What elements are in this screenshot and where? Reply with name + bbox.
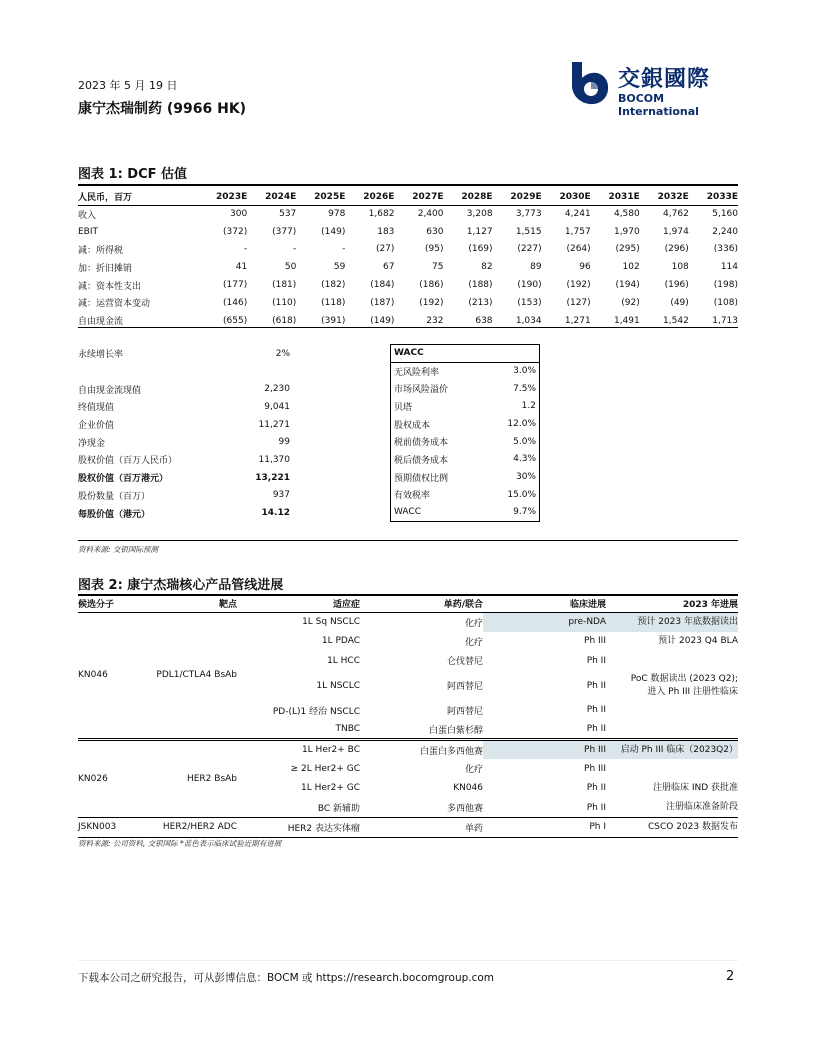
- dcf-header-year: 2029E: [493, 189, 542, 205]
- pipeline-phase: Ph II: [586, 724, 606, 734]
- bocom-logo: [568, 60, 740, 118]
- logo-text-cn: 交銀國際: [618, 67, 711, 92]
- wacc-label: 无风险利率: [394, 367, 440, 378]
- valuation-label: 终值现值: [78, 403, 115, 414]
- dcf-cell: (27): [375, 244, 395, 255]
- pipeline-indication: 1L PDAC: [321, 636, 360, 647]
- valuation-row: [78, 363, 290, 381]
- page-number: 2: [726, 969, 735, 984]
- wacc-label: 市场风险溢价: [394, 385, 449, 396]
- pipeline-indication: PD-(L)1 经治 NSCLC: [272, 706, 360, 717]
- pipeline-body: [78, 612, 738, 837]
- dcf-row: [78, 205, 738, 223]
- dcf-cell: (188): [468, 280, 493, 291]
- dcf-cell: (177): [223, 280, 248, 291]
- dcf-cell: (213): [468, 297, 493, 308]
- dcf-cell: 300: [230, 209, 248, 220]
- dcf-cell: (149): [321, 226, 346, 237]
- pipeline-progress: 预计 2023 年底数据读出: [606, 612, 738, 632]
- dcf-row-label: 加：折旧摊销: [78, 263, 133, 274]
- dcf-header-year: 2026E: [345, 189, 394, 205]
- pipeline-header-indication: 适应症: [237, 595, 360, 612]
- dcf-cell: (227): [517, 244, 542, 255]
- dcf-cell: 1,515: [515, 226, 542, 237]
- wacc-value: 7.5%: [513, 383, 536, 394]
- wacc-row: [391, 468, 540, 486]
- pipeline-header-row: [78, 595, 738, 612]
- dcf-cell: (153): [517, 297, 542, 308]
- dcf-cell: 82: [481, 262, 493, 273]
- valuation-value: 937: [272, 490, 290, 501]
- dcf-row: [78, 276, 738, 294]
- wacc-value: 12.0%: [507, 419, 536, 430]
- wacc-row: [391, 398, 540, 416]
- dcf-cell: (181): [272, 280, 297, 291]
- dcf-header-year: 2033E: [689, 189, 738, 205]
- dcf-cell: (187): [370, 297, 395, 308]
- dcf-cell: 41: [235, 262, 248, 273]
- dcf-row-label: 减：资本性支出: [78, 281, 142, 292]
- dcf-header-year: 2031E: [591, 189, 640, 205]
- wacc-value: 4.3%: [513, 454, 536, 465]
- dcf-cell: (182): [321, 280, 346, 291]
- pipeline-indication: 1L NSCLC: [316, 680, 360, 691]
- dcf-header-row: [78, 189, 738, 205]
- wacc-row: [391, 415, 540, 433]
- dcf-cell: (618): [272, 315, 297, 326]
- wacc-row: [391, 362, 540, 380]
- pipeline-combo: 化疗: [464, 637, 483, 648]
- valuation-value: 11,271: [258, 419, 290, 430]
- dcf-cell: (198): [713, 280, 738, 291]
- dcf-cell: 4,580: [613, 209, 640, 220]
- pipeline-progress: [606, 720, 738, 740]
- dcf-cell: (190): [517, 280, 542, 291]
- dcf-cell: (377): [272, 226, 297, 237]
- dcf-cell: 50: [284, 262, 297, 273]
- pipeline-target: HER2 BsAb: [153, 740, 237, 818]
- dcf-cell: 978: [328, 209, 346, 220]
- dcf-cell: 1,542: [663, 315, 689, 326]
- dcf-cell: 67: [382, 262, 395, 273]
- pipeline-indication: 1L Sq NSCLC: [302, 617, 360, 627]
- wacc-row: [391, 504, 540, 522]
- pipeline-progress: 注册临床准备阶段: [665, 802, 738, 813]
- dcf-row: [78, 258, 738, 276]
- pipeline-row: [78, 740, 738, 760]
- valuation-value: 11,370: [258, 454, 290, 465]
- dcf-cell: 537: [279, 209, 297, 220]
- pipeline-phase: Ph III: [483, 740, 606, 760]
- valuation-label: 净现金: [78, 438, 106, 449]
- dcf-cell: (186): [419, 280, 444, 291]
- dcf-cell: (146): [223, 297, 248, 308]
- pipeline-phase: Ph II: [586, 705, 606, 716]
- wacc-label: 税后债务成本: [394, 455, 449, 466]
- dcf-cell: 89: [530, 262, 542, 273]
- dcf-row: [78, 241, 738, 259]
- dcf-cell: (391): [321, 315, 346, 326]
- pipeline-molecule: JSKN003: [78, 818, 153, 838]
- dcf-cell: (194): [615, 280, 640, 291]
- pipeline-header-target: 靶点: [153, 595, 237, 612]
- wacc-value: 9.7%: [513, 507, 536, 518]
- valuation-value: 14.12: [261, 508, 290, 519]
- pipeline-indication: BC 新辅助: [317, 804, 360, 814]
- dcf-cell: 4,762: [663, 209, 689, 220]
- dcf-cell: (196): [664, 280, 689, 291]
- pipeline-indication: TNBC: [335, 724, 360, 734]
- wacc-table: [390, 344, 540, 522]
- dcf-cell: 2,240: [712, 226, 738, 237]
- dcf-row-label: 减：运营资本变动: [78, 299, 151, 310]
- valuation-value: 9,041: [264, 401, 290, 412]
- pipeline-progress: 注册临床 IND 获批准: [652, 782, 738, 793]
- dcf-row-label: 减：所得税: [78, 245, 124, 256]
- logo-text-en: BOCOM International: [618, 92, 699, 118]
- wacc-label: 税前债务成本: [394, 438, 449, 449]
- valuation-table: [78, 345, 290, 522]
- valuation-label: 股权价值（百万人民币）: [78, 456, 178, 467]
- valuation-label: 股权价值（百万港元）: [78, 474, 169, 485]
- dcf-cell: (192): [419, 297, 444, 308]
- dcf-cell: 4,241: [564, 209, 591, 220]
- dcf-cell: -: [342, 244, 346, 255]
- dcf-cell: (49): [670, 297, 689, 308]
- pipeline-molecule: KN026: [78, 740, 153, 818]
- valuation-value: 2,230: [264, 384, 290, 395]
- dcf-cell: 5,160: [712, 209, 738, 220]
- dcf-cell: (264): [566, 244, 591, 255]
- pipeline-indication: ≥ 2L Her2+ GC: [290, 763, 360, 774]
- wacc-value: 5.0%: [513, 436, 536, 447]
- wacc-row: [391, 486, 540, 504]
- dcf-cell: (169): [468, 244, 493, 255]
- valuation-label: 永续增长率: [78, 350, 124, 361]
- pipeline-progress: CSCO 2023 数据发布: [606, 818, 738, 838]
- figure2-title: 图表 2: 康宁杰瑞核心产品管线进展: [78, 578, 284, 593]
- dcf-cell: 114: [720, 262, 738, 273]
- figure1-bottom-rule: [78, 540, 738, 541]
- pipeline-combo: 化疗: [464, 765, 483, 776]
- dcf-cell: 96: [579, 262, 591, 273]
- dcf-cell: (296): [664, 244, 689, 255]
- dcf-cell: 1,034: [515, 315, 542, 326]
- wacc-header-row: [391, 345, 540, 363]
- pipeline-phase: pre-NDA: [483, 612, 606, 632]
- dcf-cell: 102: [622, 262, 640, 273]
- dcf-cell: 108: [671, 262, 689, 273]
- valuation-value: 13,221: [255, 472, 290, 483]
- pipeline-header-combo: 单药/联合: [360, 595, 483, 612]
- pipeline-combo: KN046: [453, 783, 483, 794]
- pipeline-combo: 阿西替尼: [446, 682, 483, 692]
- pipeline-indication: 1L HCC: [327, 655, 360, 666]
- pipeline-table: [78, 595, 738, 838]
- wacc-row: [391, 433, 540, 451]
- pipeline-target: PDL1/CTLA4 BsAb: [156, 670, 237, 681]
- pipeline-molecule: KN046: [78, 670, 108, 681]
- dcf-header-year: 2023E: [198, 189, 247, 205]
- valuation-label: 每股价值（港元）: [78, 509, 151, 520]
- pipeline-indication: HER2 表达实体瘤: [237, 818, 360, 838]
- wacc-label: 预期债权比例: [394, 473, 449, 484]
- pipeline-combo: 化疗: [464, 618, 483, 629]
- pipeline-phase: Ph I: [483, 818, 606, 838]
- dcf-cell: (184): [370, 280, 395, 291]
- dcf-cell: (655): [223, 315, 248, 326]
- valuation-row: [78, 469, 290, 487]
- pipeline-combo: 阿西替尼: [446, 706, 483, 717]
- pipeline-progress: [606, 651, 738, 671]
- pipeline-progress: 预计 2023 Q4 BLA: [658, 635, 738, 646]
- pipeline-progress: [606, 701, 738, 721]
- dcf-header-year: 2027E: [394, 189, 443, 205]
- valuation-label: 企业价值: [78, 421, 115, 432]
- dcf-row: [78, 223, 738, 241]
- dcf-header-unit: 人民币，百万: [78, 189, 198, 205]
- valuation-row: [78, 504, 290, 522]
- valuation-value: 99: [278, 437, 290, 448]
- bocom-logo-icon: [568, 60, 610, 106]
- valuation-label: [78, 363, 235, 381]
- pipeline-phase: Ph II: [586, 802, 606, 813]
- pipeline-phase: Ph II: [586, 655, 606, 666]
- dcf-cell: (92): [621, 297, 640, 308]
- pipeline-phase: Ph III: [584, 636, 606, 647]
- pipeline-indication: 1L Her2+ GC: [301, 783, 360, 794]
- valuation-row: [78, 416, 290, 434]
- dcf-cell: 1,491: [613, 315, 640, 326]
- wacc-row: [391, 451, 540, 469]
- dcf-cell: 2,400: [417, 209, 444, 220]
- dcf-cell: (192): [566, 280, 591, 291]
- dcf-body: [78, 205, 738, 330]
- dcf-header-year: 2024E: [247, 189, 296, 205]
- pipeline-combo: 白蛋白多西他赛: [360, 740, 483, 760]
- pipeline-combo: 多西他赛: [446, 804, 483, 814]
- footer-rule: [78, 960, 738, 961]
- figure2-source: 资料来源: 公司资料, 交银国际 *蓝色表示临床试验近期有进展: [78, 839, 282, 848]
- pipeline-phase: Ph II: [586, 783, 606, 794]
- wacc-label: 贝塔: [394, 402, 413, 413]
- valuation-row: [78, 380, 290, 398]
- dcf-cell: 75: [432, 262, 444, 273]
- dcf-cell: -: [293, 244, 297, 255]
- dcf-cell: -: [243, 244, 248, 255]
- wacc-value: 1.2: [521, 401, 536, 412]
- dcf-cell: 1,682: [368, 209, 395, 220]
- wacc-title: WACC: [391, 345, 540, 363]
- wacc-value: 15.0%: [507, 489, 536, 500]
- report-title: 康宁杰瑞制药 (9966 HK): [78, 101, 247, 117]
- valuation-label: 股份数量（百万）: [78, 491, 151, 502]
- dcf-cell: (149): [370, 315, 395, 326]
- pipeline-combo: 仑伐替尼: [446, 657, 483, 668]
- valuation-row: [78, 433, 290, 451]
- figure1-mid-rule: [78, 327, 738, 328]
- dcf-cell: (336): [713, 244, 738, 255]
- pipeline-combo: 单药: [360, 818, 483, 838]
- wacc-value: 3.0%: [513, 366, 536, 377]
- pipeline-progress: [606, 759, 738, 779]
- dcf-header-year: 2032E: [640, 189, 689, 205]
- pipeline-indication: 1L Her2+ BC: [237, 740, 360, 760]
- dcf-cell: 1,757: [564, 226, 591, 237]
- dcf-row-label: 收入: [78, 210, 97, 221]
- figure1-top-rule: [78, 184, 738, 186]
- figure1-source: 资料来源: 交银国际预测: [78, 545, 158, 554]
- pipeline-header-molecule: 候选分子: [78, 595, 153, 612]
- pipeline-row: [78, 612, 738, 632]
- dcf-header-year: 2025E: [296, 189, 345, 205]
- valuation-row: [78, 451, 290, 469]
- dcf-header-year: 2030E: [542, 189, 591, 205]
- dcf-cell: 1,970: [613, 226, 640, 237]
- dcf-cell: 59: [333, 262, 346, 273]
- dcf-row-label: EBIT: [78, 226, 99, 237]
- wacc-label: WACC: [394, 507, 421, 518]
- pipeline-header-phase: 临床进展: [483, 595, 606, 612]
- valuation-body: [78, 345, 290, 522]
- dcf-cell: 1,974: [663, 226, 689, 237]
- wacc-row: [391, 380, 540, 398]
- pipeline-progress: PoC 数据读出 (2023 Q2); 进入 Ph III 注册性临床: [630, 673, 738, 697]
- wacc-label: 有效税率: [394, 491, 431, 502]
- dcf-cell: 1,127: [466, 226, 493, 237]
- dcf-cell: (372): [223, 226, 248, 237]
- valuation-value: [235, 363, 290, 381]
- pipeline-target: HER2/HER2 ADC: [153, 818, 237, 838]
- dcf-table: [78, 189, 738, 330]
- dcf-row: [78, 294, 738, 312]
- valuation-row: [78, 345, 290, 363]
- dcf-cell: (95): [425, 244, 444, 255]
- dcf-row-label: 自由现金流: [78, 317, 124, 328]
- valuation-label: 自由现金流现值: [78, 385, 142, 396]
- report-date: 2023 年 5 月 19 日: [78, 79, 178, 92]
- dcf-cell: (108): [713, 297, 738, 308]
- valuation-row: [78, 487, 290, 505]
- wacc-value: 30%: [515, 472, 536, 483]
- wacc-label: 股权成本: [394, 420, 431, 431]
- dcf-cell: (110): [272, 297, 297, 308]
- dcf-cell: 1,713: [712, 315, 738, 326]
- pipeline-phase: Ph II: [586, 680, 606, 691]
- figure1-title: 图表 1: DCF 估值: [78, 167, 188, 182]
- dcf-cell: 3,208: [466, 209, 493, 220]
- pipeline-combo: 白蛋白紫杉醇: [428, 725, 483, 736]
- dcf-cell: (295): [615, 244, 640, 255]
- pipeline-row: [78, 818, 738, 838]
- dcf-header-year: 2028E: [443, 189, 492, 205]
- dcf-cell: 183: [377, 226, 395, 237]
- dcf-cell: 232: [426, 315, 444, 326]
- valuation-value: 2%: [275, 348, 290, 359]
- dcf-cell: (127): [566, 297, 591, 308]
- dcf-cell: (118): [321, 297, 346, 308]
- pipeline-header-progress: 2023 年进展: [606, 595, 738, 612]
- dcf-cell: 638: [475, 315, 493, 326]
- footer-text: 下载本公司之研究报告，可从彭博信息：BOCM 或 https://research.bocomgroup.com: [78, 972, 495, 984]
- dcf-cell: 1,271: [564, 315, 591, 326]
- dcf-cell: 3,773: [515, 209, 542, 220]
- dcf-cell: 630: [426, 226, 444, 237]
- wacc-body: [391, 345, 540, 522]
- pipeline-phase: Ph III: [584, 763, 606, 774]
- pipeline-progress: 启动 Ph III 临床（2023Q2）: [606, 740, 738, 760]
- valuation-row: [78, 398, 290, 416]
